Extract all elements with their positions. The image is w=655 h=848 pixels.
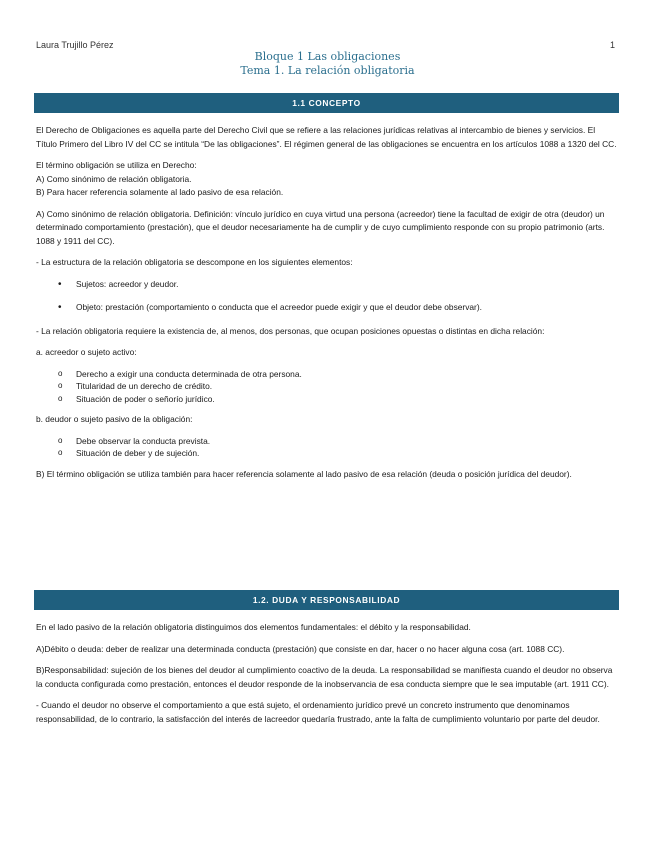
paragraph: A) Como sinónimo de relación obligatoria. Definición: vínculo jurídico en cuya virtud una persona (acreedor) tiene la facultad de exigir de otra (deudor) un determinado comportamiento (prestación), que el deudor necesariamente ha de cumplir y de cuyo cumplimiento responde con su propio patrimonio (arts. 1088 y 1911 del CC). bbox=[36, 208, 605, 246]
subheading: a. acreedor o sujeto activo: bbox=[36, 347, 137, 357]
section-heading-duda-responsabilidad bbox=[34, 590, 619, 610]
paragraph: El Derecho de Obligaciones es aquella parte del Derecho Civil que se refiere a las relaciones jurídicas relativas al intercambio de bienes y servicios. El Título Primero del Libro IV del CC se intitula “De las obligaciones”. El régimen general de las obligaciones se encuentra en los artículos 1088 a 1320 del CC. bbox=[36, 125, 617, 149]
paragraph: En el lado pasivo de la relación obligatoria distinguimos dos elementos fundamentales: el débito y la responsabilidad. bbox=[36, 622, 471, 632]
section-heading-label: 1.1 CONCEPTO bbox=[292, 98, 361, 108]
title-line-2: Tema 1. La relación obligatoria bbox=[240, 64, 415, 77]
list-item: o Derecho a exigir una conducta determinada de otra persona. bbox=[58, 368, 618, 381]
paragraph: - La relación obligatoria requiere la existencia de, al menos, dos personas, que ocupan posiciones opuestas o distintas en dicha relación: bbox=[36, 325, 545, 336]
list-item: o Titularidad de un derecho de crédito. bbox=[58, 380, 618, 393]
section-duda-body bbox=[36, 621, 618, 734]
list-item: • Objeto: prestación (comportamiento o conducta que el acreedor puede exigir y que el deudor debe observar). bbox=[58, 301, 618, 315]
paragraph: - Cuando el deudor no observe el comportamiento a que está sujeto, el ordenamiento jurídico prevé un concreto instrumento que denominamos responsabilidad, de lo contrario, la satisfacción del interés de lacreedor quedaría frustrado, ante la falta de cumplimiento voluntario por parte del deudor. bbox=[36, 700, 600, 724]
document-title bbox=[0, 50, 655, 78]
paragraph: B)Responsabilidad: sujeción de los bienes del deudor al cumplimiento coactivo de la deuda. La responsabilidad se manifiesta cuando el deudor no observa la conducta configurada como prestación, entonces el deudor responde de la inobservancia de esa conducta siempre que le sea imputable (art. 1911 CC). bbox=[36, 665, 613, 689]
list-item: o Debe observar la conducta prevista. bbox=[58, 435, 618, 448]
author-name: Laura Trujillo Pérez bbox=[36, 40, 114, 50]
paragraph: B) El término obligación se utiliza también para hacer referencia solamente al lado pasivo de esa relación (deuda o posición jurídica del deudor). bbox=[36, 468, 572, 479]
subheading: b. deudor o sujeto pasivo de la obligación: bbox=[36, 414, 193, 424]
sub-list bbox=[36, 368, 618, 406]
list-item: o Situación de poder o señorío jurídico. bbox=[58, 393, 618, 406]
list-item: o Situación de deber y de sujeción. bbox=[58, 447, 618, 460]
paragraph: El término obligación se utiliza en Derecho: bbox=[36, 160, 197, 170]
list-item: • Sujetos: acreedor y deudor. bbox=[58, 278, 618, 292]
bullet-list bbox=[36, 278, 618, 315]
sub-list bbox=[36, 435, 618, 460]
page-number: 1 bbox=[609, 40, 615, 50]
paragraph: A)Débito o deuda: deber de realizar una determinada conducta (prestación) que consiste en dar, hacer o no hacer alguna cosa (art. 1088 CC). bbox=[36, 643, 565, 654]
paragraph: - La estructura de la relación obligatoria se descompone en los siguientes elementos: bbox=[36, 257, 353, 267]
paragraph: A) Como sinónimo de relación obligatoria. bbox=[36, 173, 192, 184]
section-concepto-body bbox=[36, 124, 618, 489]
section-heading-concepto bbox=[34, 93, 619, 113]
paragraph: B) Para hacer referencia solamente al lado pasivo de esa relación. bbox=[36, 187, 284, 197]
section-heading-label: 1.2. DUDA Y RESPONSABILIDAD bbox=[252, 595, 401, 605]
title-line-1: Bloque 1 Las obligaciones bbox=[254, 50, 401, 63]
